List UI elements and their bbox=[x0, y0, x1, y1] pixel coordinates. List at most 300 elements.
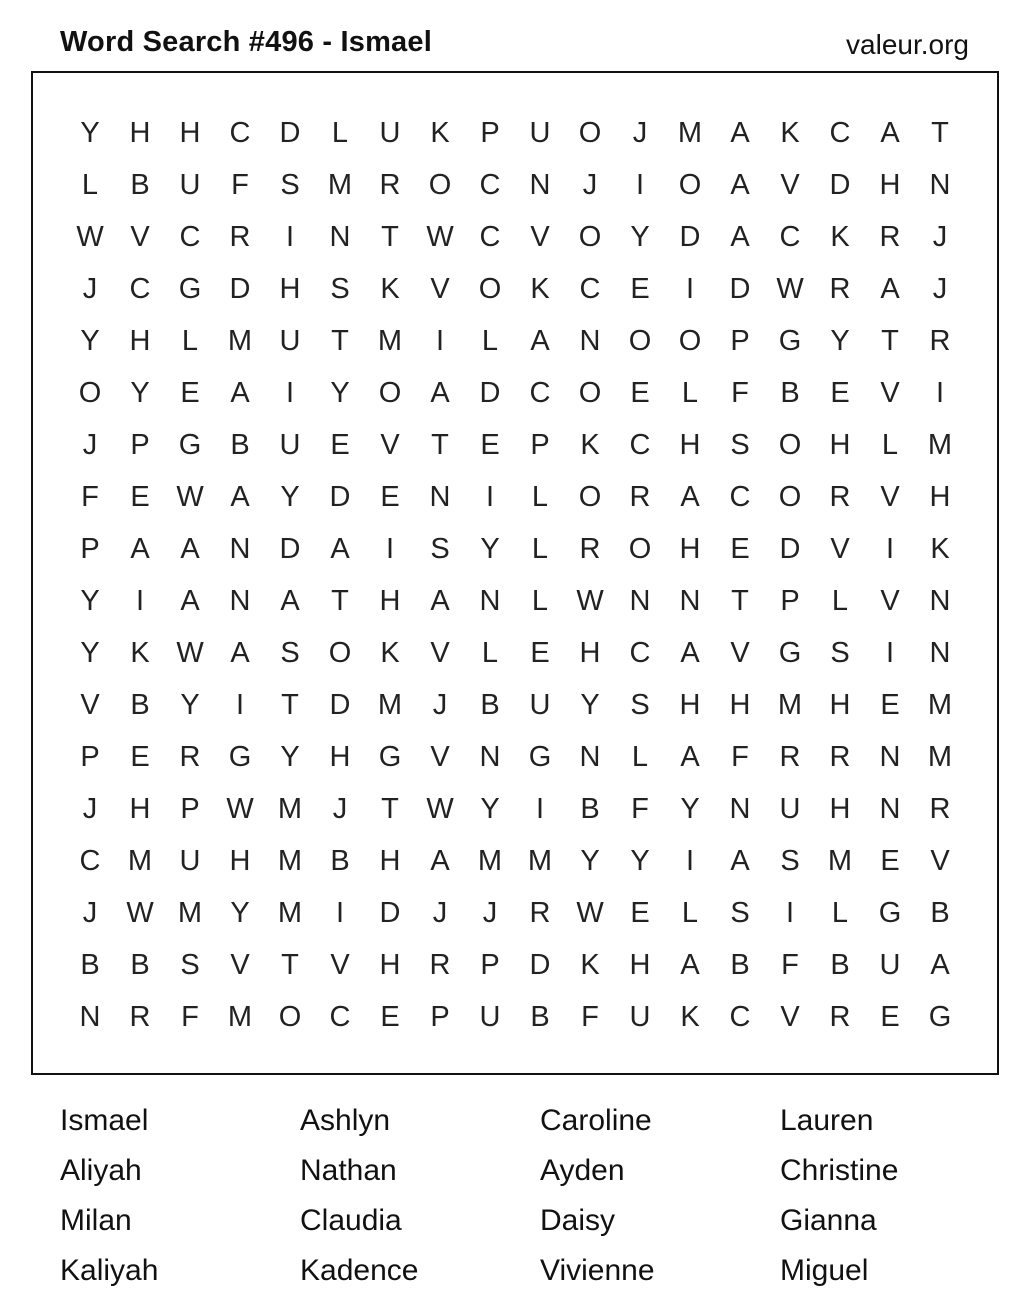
grid-letter: G bbox=[878, 896, 902, 929]
word-list bbox=[60, 1096, 1020, 1296]
grid-letter: A bbox=[680, 636, 700, 669]
word-list-item: Kaliyah bbox=[60, 1254, 159, 1287]
grid-letter: C bbox=[629, 636, 651, 669]
grid-letter: D bbox=[379, 896, 401, 929]
grid-letter: R bbox=[579, 532, 601, 565]
grid-letter: S bbox=[280, 168, 300, 201]
grid-letter: I bbox=[285, 220, 295, 253]
grid-letter: R bbox=[929, 792, 951, 825]
word-list-item: Gianna bbox=[780, 1204, 877, 1237]
grid-letter: C bbox=[729, 480, 751, 513]
grid-letter: D bbox=[829, 168, 851, 201]
grid-letter: V bbox=[380, 428, 400, 461]
grid-letter: M bbox=[127, 844, 153, 877]
grid-letter: M bbox=[927, 428, 953, 461]
grid-letter: U bbox=[879, 948, 901, 981]
grid-letter: H bbox=[679, 532, 701, 565]
grid-letter: H bbox=[329, 740, 351, 773]
grid-letter: A bbox=[430, 584, 450, 617]
grid-letter: D bbox=[329, 688, 351, 721]
grid-letter: E bbox=[380, 480, 400, 513]
grid-letter: S bbox=[430, 532, 450, 565]
grid-letter: O bbox=[428, 168, 452, 201]
grid-letter: P bbox=[730, 324, 750, 357]
grid-letter: E bbox=[130, 480, 150, 513]
grid-letter: R bbox=[229, 220, 251, 253]
word-list-item: Claudia bbox=[300, 1204, 402, 1237]
grid-letter: V bbox=[430, 272, 450, 305]
grid-letter: R bbox=[429, 948, 451, 981]
grid-letter: L bbox=[681, 376, 699, 409]
grid-letter: G bbox=[778, 636, 802, 669]
grid-letter: C bbox=[229, 116, 251, 149]
grid-letter: R bbox=[179, 740, 201, 773]
grid-letter: M bbox=[227, 324, 253, 357]
grid-letter: S bbox=[180, 948, 200, 981]
grid-letter: W bbox=[176, 636, 204, 669]
grid-letter: G bbox=[378, 740, 402, 773]
grid-letter: A bbox=[180, 584, 200, 617]
grid-letter: G bbox=[178, 272, 202, 305]
grid-letter: R bbox=[829, 272, 851, 305]
grid-letter: O bbox=[628, 324, 652, 357]
grid-letter: K bbox=[780, 116, 800, 149]
word-list-item: Milan bbox=[60, 1204, 132, 1237]
grid-row bbox=[65, 991, 965, 1043]
grid-letter: Y bbox=[80, 584, 100, 617]
grid-letter: N bbox=[629, 584, 651, 617]
grid-letter: U bbox=[529, 116, 551, 149]
grid-letter: Y bbox=[280, 480, 300, 513]
grid-letter: C bbox=[479, 168, 501, 201]
grid-row bbox=[65, 367, 965, 419]
grid-letter: A bbox=[280, 584, 300, 617]
grid-letter: H bbox=[879, 168, 901, 201]
grid-letter: L bbox=[531, 480, 549, 513]
grid-letter: K bbox=[530, 272, 550, 305]
grid-letter: I bbox=[635, 168, 645, 201]
grid-letter: U bbox=[629, 1000, 651, 1033]
grid-letter: S bbox=[780, 844, 800, 877]
grid-letter: H bbox=[579, 636, 601, 669]
grid-letter: I bbox=[935, 376, 945, 409]
grid-letter: I bbox=[435, 324, 445, 357]
grid-letter: B bbox=[530, 1000, 550, 1033]
grid-letter: Y bbox=[480, 792, 500, 825]
grid-letter: J bbox=[582, 168, 598, 201]
grid-letter: L bbox=[681, 896, 699, 929]
grid-letter: C bbox=[829, 116, 851, 149]
grid-letter: J bbox=[82, 428, 98, 461]
grid-letter: W bbox=[426, 792, 454, 825]
grid-letter: H bbox=[829, 792, 851, 825]
grid-letter: U bbox=[179, 844, 201, 877]
grid-letter: F bbox=[81, 480, 99, 513]
grid-letter: H bbox=[129, 324, 151, 357]
grid-letter: C bbox=[129, 272, 151, 305]
grid-letter: C bbox=[579, 272, 601, 305]
grid-row bbox=[65, 679, 965, 731]
grid-letter: D bbox=[679, 220, 701, 253]
grid-letter: K bbox=[380, 272, 400, 305]
grid-letter: Y bbox=[330, 376, 350, 409]
grid-letter: A bbox=[730, 168, 750, 201]
grid-letter: S bbox=[830, 636, 850, 669]
grid-letter: N bbox=[529, 168, 551, 201]
grid-letter: T bbox=[381, 220, 399, 253]
grid-letter: Y bbox=[80, 324, 100, 357]
grid-letter: M bbox=[277, 896, 303, 929]
grid-letter: U bbox=[179, 168, 201, 201]
grid-letter: E bbox=[480, 428, 500, 461]
letter-grid bbox=[65, 107, 965, 1043]
grid-letter: U bbox=[779, 792, 801, 825]
grid-letter: T bbox=[331, 584, 349, 617]
grid-letter: F bbox=[581, 1000, 599, 1033]
grid-letter: B bbox=[580, 792, 600, 825]
grid-letter: E bbox=[730, 532, 750, 565]
grid-letter: N bbox=[879, 792, 901, 825]
grid-letter: G bbox=[228, 740, 252, 773]
grid-letter: N bbox=[929, 584, 951, 617]
grid-letter: D bbox=[329, 480, 351, 513]
grid-letter: Y bbox=[280, 740, 300, 773]
grid-letter: U bbox=[379, 116, 401, 149]
grid-letter: M bbox=[927, 740, 953, 773]
grid-letter: N bbox=[329, 220, 351, 253]
grid-letter: Y bbox=[630, 220, 650, 253]
grid-letter: L bbox=[531, 584, 549, 617]
grid-letter: C bbox=[529, 376, 551, 409]
grid-letter: N bbox=[679, 584, 701, 617]
grid-letter: E bbox=[880, 1000, 900, 1033]
grid-letter: Y bbox=[80, 636, 100, 669]
grid-letter: L bbox=[831, 584, 849, 617]
grid-letter: O bbox=[78, 376, 102, 409]
letter-grid-frame bbox=[31, 71, 999, 1075]
grid-letter: I bbox=[235, 688, 245, 721]
grid-letter: C bbox=[479, 220, 501, 253]
site-name: valeur.org bbox=[846, 29, 969, 60]
grid-letter: V bbox=[530, 220, 550, 253]
grid-letter: A bbox=[680, 740, 700, 773]
grid-letter: P bbox=[530, 428, 550, 461]
grid-letter: V bbox=[430, 740, 450, 773]
grid-row bbox=[65, 419, 965, 471]
grid-letter: O bbox=[628, 532, 652, 565]
grid-letter: C bbox=[729, 1000, 751, 1033]
grid-letter: I bbox=[135, 584, 145, 617]
grid-letter: S bbox=[730, 428, 750, 461]
grid-letter: A bbox=[680, 480, 700, 513]
grid-letter: O bbox=[278, 1000, 302, 1033]
grid-letter: C bbox=[779, 220, 801, 253]
grid-letter: I bbox=[485, 480, 495, 513]
grid-letter: K bbox=[580, 948, 600, 981]
grid-letter: N bbox=[479, 584, 501, 617]
grid-letter: M bbox=[477, 844, 503, 877]
grid-letter: J bbox=[482, 896, 498, 929]
grid-letter: K bbox=[680, 1000, 700, 1033]
grid-letter: H bbox=[929, 480, 951, 513]
grid-letter: M bbox=[827, 844, 853, 877]
puzzle-title: Word Search #496 - Ismael bbox=[60, 26, 432, 58]
grid-letter: H bbox=[629, 948, 651, 981]
grid-letter: A bbox=[230, 636, 250, 669]
grid-letter: A bbox=[930, 948, 950, 981]
grid-letter: K bbox=[830, 220, 850, 253]
word-list-item: Ismael bbox=[60, 1104, 149, 1137]
grid-letter: L bbox=[331, 116, 349, 149]
grid-letter: V bbox=[80, 688, 100, 721]
grid-letter: I bbox=[535, 792, 545, 825]
word-list-row bbox=[60, 1096, 1020, 1146]
grid-letter: L bbox=[531, 532, 549, 565]
grid-letter: W bbox=[426, 220, 454, 253]
grid-letter: L bbox=[81, 168, 99, 201]
grid-letter: M bbox=[377, 324, 403, 357]
grid-letter: W bbox=[576, 896, 604, 929]
grid-letter: B bbox=[130, 948, 150, 981]
grid-letter: R bbox=[629, 480, 651, 513]
grid-letter: L bbox=[631, 740, 649, 773]
grid-letter: D bbox=[279, 116, 301, 149]
grid-letter: R bbox=[929, 324, 951, 357]
grid-letter: O bbox=[378, 376, 402, 409]
grid-letter: E bbox=[630, 376, 650, 409]
grid-letter: H bbox=[129, 792, 151, 825]
grid-letter: J bbox=[932, 272, 948, 305]
grid-row bbox=[65, 939, 965, 991]
grid-letter: N bbox=[579, 740, 601, 773]
grid-letter: T bbox=[281, 948, 299, 981]
grid-letter: N bbox=[229, 584, 251, 617]
grid-row bbox=[65, 731, 965, 783]
grid-row bbox=[65, 523, 965, 575]
grid-letter: B bbox=[830, 948, 850, 981]
grid-letter: M bbox=[527, 844, 553, 877]
grid-letter: D bbox=[779, 532, 801, 565]
grid-letter: E bbox=[630, 272, 650, 305]
grid-letter: B bbox=[80, 948, 100, 981]
grid-letter: J bbox=[332, 792, 348, 825]
grid-letter: H bbox=[829, 688, 851, 721]
grid-letter: O bbox=[578, 116, 602, 149]
grid-letter: J bbox=[82, 272, 98, 305]
grid-letter: I bbox=[335, 896, 345, 929]
grid-letter: A bbox=[730, 844, 750, 877]
grid-letter: M bbox=[277, 844, 303, 877]
grid-row bbox=[65, 263, 965, 315]
grid-letter: S bbox=[330, 272, 350, 305]
grid-letter: B bbox=[130, 688, 150, 721]
grid-letter: P bbox=[480, 116, 500, 149]
grid-letter: E bbox=[880, 844, 900, 877]
grid-letter: N bbox=[879, 740, 901, 773]
grid-letter: B bbox=[230, 428, 250, 461]
grid-letter: L bbox=[481, 636, 499, 669]
grid-letter: D bbox=[229, 272, 251, 305]
grid-row bbox=[65, 107, 965, 159]
grid-letter: C bbox=[329, 1000, 351, 1033]
grid-letter: R bbox=[529, 896, 551, 929]
grid-letter: Y bbox=[630, 844, 650, 877]
grid-letter: F bbox=[631, 792, 649, 825]
grid-letter: O bbox=[778, 428, 802, 461]
word-list-item: Nathan bbox=[300, 1154, 397, 1187]
grid-letter: D bbox=[529, 948, 551, 981]
word-list-item: Caroline bbox=[540, 1104, 652, 1137]
grid-letter: E bbox=[130, 740, 150, 773]
word-list-item: Ayden bbox=[540, 1154, 625, 1187]
word-list-item: Vivienne bbox=[540, 1254, 655, 1287]
grid-letter: K bbox=[430, 116, 450, 149]
grid-letter: V bbox=[880, 480, 900, 513]
grid-letter: M bbox=[327, 168, 353, 201]
grid-letter: O bbox=[578, 480, 602, 513]
grid-letter: O bbox=[678, 324, 702, 357]
grid-letter: V bbox=[230, 948, 250, 981]
grid-letter: J bbox=[432, 688, 448, 721]
grid-letter: S bbox=[730, 896, 750, 929]
grid-letter: H bbox=[379, 948, 401, 981]
grid-letter: T bbox=[881, 324, 899, 357]
grid-letter: A bbox=[880, 116, 900, 149]
grid-letter: H bbox=[279, 272, 301, 305]
grid-letter: T bbox=[281, 688, 299, 721]
grid-letter: A bbox=[180, 532, 200, 565]
grid-letter: E bbox=[530, 636, 550, 669]
grid-letter: M bbox=[677, 116, 703, 149]
grid-letter: G bbox=[178, 428, 202, 461]
grid-letter: C bbox=[629, 428, 651, 461]
grid-letter: N bbox=[579, 324, 601, 357]
grid-letter: K bbox=[380, 636, 400, 669]
grid-letter: L bbox=[831, 896, 849, 929]
grid-letter: N bbox=[229, 532, 251, 565]
grid-letter: F bbox=[731, 740, 749, 773]
grid-letter: P bbox=[480, 948, 500, 981]
grid-letter: I bbox=[285, 376, 295, 409]
grid-letter: P bbox=[80, 740, 100, 773]
grid-letter: Y bbox=[580, 844, 600, 877]
grid-letter: H bbox=[229, 844, 251, 877]
grid-letter: M bbox=[277, 792, 303, 825]
grid-letter: A bbox=[730, 116, 750, 149]
grid-letter: H bbox=[829, 428, 851, 461]
grid-letter: E bbox=[880, 688, 900, 721]
grid-letter: R bbox=[829, 740, 851, 773]
grid-letter: I bbox=[685, 272, 695, 305]
grid-letter: A bbox=[530, 324, 550, 357]
grid-letter: W bbox=[126, 896, 154, 929]
grid-letter: Y bbox=[180, 688, 200, 721]
grid-letter: N bbox=[729, 792, 751, 825]
grid-letter: E bbox=[330, 428, 350, 461]
grid-letter: F bbox=[731, 376, 749, 409]
grid-letter: U bbox=[279, 324, 301, 357]
grid-row bbox=[65, 471, 965, 523]
grid-letter: V bbox=[830, 532, 850, 565]
grid-letter: V bbox=[330, 948, 350, 981]
grid-letter: H bbox=[379, 584, 401, 617]
grid-letter: U bbox=[529, 688, 551, 721]
grid-row bbox=[65, 887, 965, 939]
word-list-item: Lauren bbox=[780, 1104, 874, 1137]
grid-letter: B bbox=[930, 896, 950, 929]
word-list-item: Ashlyn bbox=[300, 1104, 391, 1137]
grid-letter: M bbox=[927, 688, 953, 721]
grid-letter: N bbox=[929, 636, 951, 669]
grid-letter: H bbox=[679, 688, 701, 721]
grid-letter: L bbox=[181, 324, 199, 357]
grid-letter: B bbox=[130, 168, 150, 201]
grid-letter: E bbox=[180, 376, 200, 409]
grid-letter: V bbox=[730, 636, 750, 669]
grid-letter: V bbox=[930, 844, 950, 877]
grid-letter: N bbox=[929, 168, 951, 201]
grid-letter: I bbox=[885, 532, 895, 565]
grid-letter: N bbox=[429, 480, 451, 513]
grid-letter: N bbox=[79, 1000, 101, 1033]
grid-letter: H bbox=[379, 844, 401, 877]
grid-letter: D bbox=[729, 272, 751, 305]
grid-letter: M bbox=[777, 688, 803, 721]
grid-letter: R bbox=[129, 1000, 151, 1033]
grid-letter: A bbox=[680, 948, 700, 981]
grid-letter: K bbox=[130, 636, 150, 669]
grid-letter: U bbox=[479, 1000, 501, 1033]
word-list-item: Daisy bbox=[540, 1204, 616, 1237]
grid-letter: M bbox=[177, 896, 203, 929]
grid-letter: Y bbox=[830, 324, 850, 357]
grid-letter: T bbox=[331, 324, 349, 357]
grid-letter: H bbox=[129, 116, 151, 149]
grid-letter: W bbox=[226, 792, 254, 825]
grid-letter: V bbox=[780, 168, 800, 201]
grid-letter: O bbox=[578, 376, 602, 409]
word-list-item: Kadence bbox=[300, 1254, 419, 1287]
grid-letter: J bbox=[932, 220, 948, 253]
grid-letter: N bbox=[479, 740, 501, 773]
word-list-item: Aliyah bbox=[60, 1154, 142, 1187]
grid-letter: I bbox=[885, 636, 895, 669]
grid-letter: D bbox=[479, 376, 501, 409]
grid-row bbox=[65, 783, 965, 835]
grid-letter: I bbox=[785, 896, 795, 929]
grid-letter: C bbox=[79, 844, 101, 877]
grid-letter: F bbox=[181, 1000, 199, 1033]
grid-letter: K bbox=[930, 532, 950, 565]
word-list-item: Christine bbox=[780, 1154, 899, 1187]
grid-letter: A bbox=[730, 220, 750, 253]
grid-row bbox=[65, 835, 965, 887]
grid-letter: Y bbox=[680, 792, 700, 825]
grid-letter: E bbox=[380, 1000, 400, 1033]
grid-letter: I bbox=[385, 532, 395, 565]
grid-letter: A bbox=[330, 532, 350, 565]
grid-row bbox=[65, 315, 965, 367]
grid-letter: Y bbox=[580, 688, 600, 721]
word-list-row bbox=[60, 1146, 1020, 1196]
grid-letter: Y bbox=[80, 116, 100, 149]
word-list-item: Miguel bbox=[780, 1254, 869, 1287]
grid-letter: V bbox=[780, 1000, 800, 1033]
grid-row bbox=[65, 159, 965, 211]
grid-letter: H bbox=[679, 428, 701, 461]
grid-letter: D bbox=[279, 532, 301, 565]
grid-letter: M bbox=[227, 1000, 253, 1033]
